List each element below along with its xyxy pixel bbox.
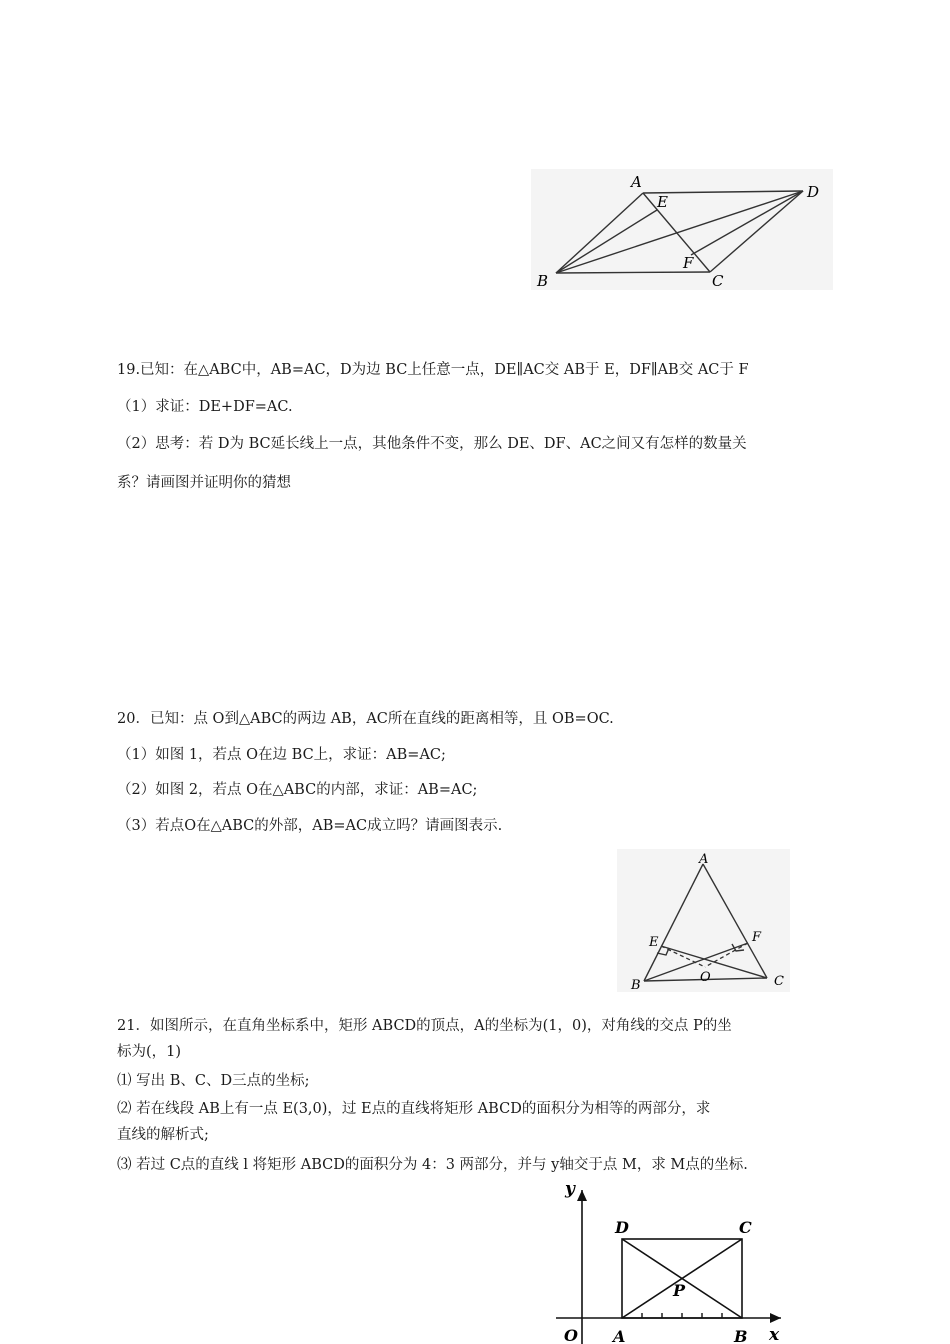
q20-part1: （1）如图 1，若点 O在边 BC上，求证：AB=AC; xyxy=(117,747,446,763)
label-d: D xyxy=(807,183,820,201)
q19-stem: 19.已知：在△ABC中，AB=AC，D为边 BC上任意一点，DE∥AC交 AB于 E，DF∥AB交 AC于 F xyxy=(117,362,749,378)
q21-part2-line1: ⑵ 若在线段 AB上有一点 E(3,0)，过 E点的直线将矩形 ABCD的面积分为相等的两部分，求 xyxy=(117,1101,711,1117)
q21-part2-line2: 直线的解析式; xyxy=(117,1127,209,1143)
label-x: x xyxy=(769,1325,780,1344)
label-a: A xyxy=(699,852,709,867)
figure-parallelogram xyxy=(531,169,833,290)
label-c: C xyxy=(774,974,784,989)
q20-part3: （3）若点O在△ABC的外部，AB=AC成立吗？请画图表示. xyxy=(117,818,503,834)
label-y: y xyxy=(565,1179,575,1199)
label-a: A xyxy=(613,1327,626,1344)
label-b: B xyxy=(537,272,549,290)
label-b: B xyxy=(734,1327,748,1344)
label-c: C xyxy=(712,272,724,290)
q20-part2: （2）如图 2，若点 O在△ABC的内部，求证：AB=AC; xyxy=(117,782,478,798)
figure-triangle xyxy=(617,849,790,992)
label-c: C xyxy=(739,1218,752,1237)
label-f: F xyxy=(683,254,694,272)
q20-stem: 20．已知：点 O到△ABC的两边 AB，AC所在直线的距离相等，且 OB=OC. xyxy=(117,711,614,727)
q19-part2-line2: 系？请画图并证明你的猜想 xyxy=(117,475,291,491)
q21-stem-line1: 21．如图所示，在直角坐标系中，矩形 ABCD的顶点，A的坐标为(1，0)，对角线的交点 P的坐 xyxy=(117,1018,732,1034)
label-f: F xyxy=(752,930,762,945)
label-b: B xyxy=(631,978,641,992)
q21-stem-line2: 标为(，1) xyxy=(117,1044,182,1060)
q19-part1: （1）求证：DE+DF=AC. xyxy=(117,399,293,415)
label-a: A xyxy=(631,173,642,191)
figure-coordinate-rectangle xyxy=(556,1176,790,1344)
label-o: O xyxy=(700,970,711,985)
label-d: D xyxy=(615,1218,629,1237)
q21-part1: ⑴ 写出 B、C、D三点的坐标; xyxy=(117,1073,310,1089)
q21-part3: ⑶ 若过 C点的直线 l 将矩形 ABCD的面积分为 4：3 两部分，并与 y轴交于点 M，求 M点的坐标. xyxy=(117,1157,748,1173)
label-o: O xyxy=(564,1326,578,1344)
q19-part2-line1: （2）思考：若 D为 BC延长线上一点，其他条件不变，那么 DE、DF、AC之间又有怎样的数量关 xyxy=(117,436,747,452)
label-e: E xyxy=(657,193,668,211)
label-p: P xyxy=(673,1281,686,1300)
label-e: E xyxy=(649,935,659,950)
